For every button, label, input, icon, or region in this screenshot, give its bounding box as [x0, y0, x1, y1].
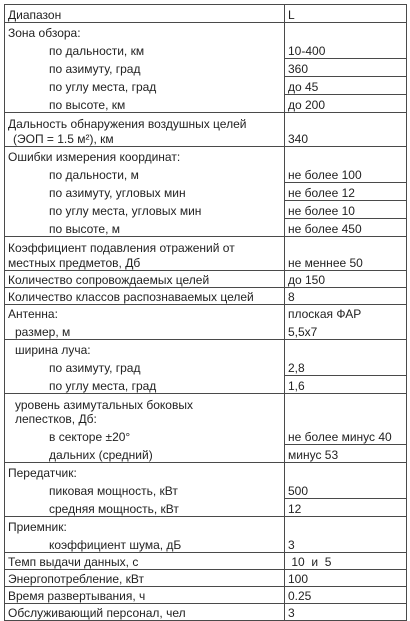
- table-row: [5, 237, 407, 271]
- row-value: 3: [285, 604, 407, 621]
- table-row: [5, 41, 407, 59]
- row-label: Количество классов распознаваемых целей: [5, 288, 285, 305]
- table-row: [5, 553, 407, 570]
- row-value: 360: [285, 59, 407, 77]
- table-row: [5, 147, 407, 165]
- table-row: [5, 394, 407, 427]
- row-value: не более 12: [285, 183, 407, 201]
- row-value: L: [285, 5, 407, 23]
- row-label: размер, м: [5, 322, 285, 340]
- row-value: [285, 23, 407, 41]
- row-label: дальних (средний): [5, 445, 285, 463]
- row-label-line2: лепестков, Дб:: [15, 412, 97, 426]
- table-row: [5, 587, 407, 604]
- row-label-line1: Дальность обнаружения воздушных целей: [8, 117, 247, 131]
- row-label: по углу места, угловых мин: [5, 201, 285, 219]
- row-value: не более 100: [285, 165, 407, 183]
- row-value: 100: [285, 570, 407, 587]
- row-value: [285, 517, 407, 535]
- row-label: по азимуту, угловых мин: [5, 183, 285, 201]
- row-value: 5,5x7: [285, 322, 407, 340]
- row-value: до 200: [285, 95, 407, 113]
- table-row: [5, 165, 407, 183]
- row-value: 10 и 5: [285, 553, 407, 570]
- row-value: не меннее 50: [285, 237, 407, 271]
- row-value: до 45: [285, 77, 407, 95]
- row-label: по азимуту, град: [5, 358, 285, 376]
- table-row: [5, 376, 407, 394]
- row-value: 500: [285, 481, 407, 499]
- row-value: не более 450: [285, 219, 407, 237]
- row-value: до 150: [285, 271, 407, 288]
- row-label: Время развертывания, ч: [5, 587, 285, 604]
- table-row: [5, 305, 407, 322]
- table-row: [5, 271, 407, 288]
- table-row: [5, 570, 407, 587]
- table-row: [5, 113, 407, 147]
- row-label: коэффициент шума, дБ: [5, 535, 285, 553]
- group-heading: Антенна:: [5, 305, 285, 322]
- group-heading: Ошибки измерения координат:: [5, 147, 285, 165]
- row-label: по углу места, град: [5, 376, 285, 394]
- spec-table-container: [4, 4, 406, 621]
- row-value: [285, 463, 407, 481]
- row-label: по высоте, м: [5, 219, 285, 237]
- row-label: по дальности, м: [5, 165, 285, 183]
- group-heading: Передатчик:: [5, 463, 285, 481]
- row-label: по высоте, км: [5, 95, 285, 113]
- table-row: [5, 59, 407, 77]
- row-value: 0.25: [285, 587, 407, 604]
- table-row: [5, 77, 407, 95]
- row-label: Темп выдачи данных, с: [5, 553, 285, 570]
- row-label: средняя мощность, кВт: [5, 499, 285, 517]
- group-heading: Приемник:: [5, 517, 285, 535]
- row-label: по дальности, км: [5, 41, 285, 59]
- row-label: Обслуживающий персонал, чел: [5, 604, 285, 621]
- table-row: [5, 535, 407, 553]
- row-value: 8: [285, 288, 407, 305]
- table-row: [5, 219, 407, 237]
- row-label: по углу места, град: [5, 77, 285, 95]
- table-row: [5, 517, 407, 535]
- table-row: [5, 340, 407, 358]
- subgroup-heading: ширина луча:: [5, 340, 285, 358]
- table-row: [5, 427, 407, 445]
- row-value: [285, 147, 407, 165]
- table-row: [5, 288, 407, 305]
- table-row: [5, 604, 407, 621]
- specifications-table: [4, 4, 407, 621]
- row-label-line1: уровень азимутальных боковых: [15, 397, 193, 412]
- table-row: [5, 481, 407, 499]
- row-label: [5, 237, 285, 271]
- row-label: Энергопотребление, кВт: [5, 570, 285, 587]
- table-row: [5, 23, 407, 41]
- table-row: [5, 183, 407, 201]
- row-label-line2: местных предметов, Дб: [8, 255, 141, 270]
- row-label: Диапазон: [5, 5, 285, 23]
- row-value: 10-400: [285, 41, 407, 59]
- table-row: [5, 5, 407, 23]
- row-value: 340: [285, 113, 407, 147]
- table-row: [5, 499, 407, 517]
- row-value: минус 53: [285, 445, 407, 463]
- table-row: [5, 95, 407, 113]
- row-value: 3: [285, 535, 407, 553]
- subgroup-heading: [5, 394, 285, 427]
- row-label: Количество сопровождаемых целей: [5, 271, 285, 288]
- row-value: не более 10: [285, 201, 407, 219]
- table-row: [5, 445, 407, 463]
- table-row: [5, 463, 407, 481]
- row-label-line1: Коэффициент подавления отражений от: [8, 241, 235, 255]
- group-heading: Зона обзора:: [5, 23, 285, 41]
- row-value: 1,6: [285, 376, 407, 394]
- row-value: [285, 340, 407, 358]
- row-label: в секторе ±20°: [5, 427, 285, 445]
- row-value: 12: [285, 499, 407, 517]
- row-label-line2: (ЭОП = 1.5 м²), км: [13, 131, 114, 146]
- table-row: [5, 201, 407, 219]
- row-label: по азимуту, град: [5, 59, 285, 77]
- table-row: [5, 322, 407, 340]
- row-value: плоская ФАР: [285, 305, 407, 322]
- row-value: 2,8: [285, 358, 407, 376]
- row-label: пиковая мощность, кВт: [5, 481, 285, 499]
- row-label: [5, 113, 285, 147]
- row-value: не более минус 40: [285, 427, 407, 445]
- table-row: [5, 358, 407, 376]
- row-value: [285, 394, 407, 427]
